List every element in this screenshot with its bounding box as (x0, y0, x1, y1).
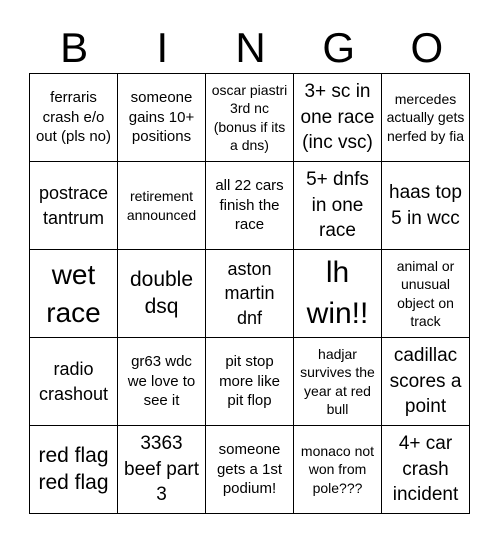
bingo-cell-r3c1[interactable]: wet race (30, 250, 118, 338)
header-letter-i: I (156, 24, 169, 71)
bingo-cell-r5c5[interactable]: 4+ car crash incident (382, 426, 470, 514)
bingo-cell-r4c2[interactable]: gr63 wdc we love to see it (118, 338, 206, 426)
bingo-cell-r2c1[interactable]: postrace tantrum (30, 162, 118, 250)
bingo-cell-r1c4[interactable]: 3+ sc in one race (inc vsc) (294, 74, 382, 162)
bingo-board (29, 73, 470, 514)
header-letter-o: O (410, 24, 444, 71)
bingo-cell-r3c3[interactable]: aston martin dnf (206, 250, 294, 338)
header-letter-n: N (235, 24, 266, 71)
bingo-cell-r3c2[interactable]: double dsq (118, 250, 206, 338)
bingo-cell-r5c1[interactable]: red flag red flag (30, 426, 118, 514)
bingo-cell-r4c5[interactable]: cadillac scores a point (382, 338, 470, 426)
bingo-cell-r1c3[interactable]: oscar piastri 3rd nc (bonus if its a dns) (206, 74, 294, 162)
bingo-cell-r4c4[interactable]: hadjar survives the year at red bull (294, 338, 382, 426)
bingo-cell-r1c1[interactable]: ferraris crash e/o out (pls no) (30, 74, 118, 162)
bingo-cell-r3c4[interactable]: lh win!! (294, 250, 382, 338)
header-letter-b: B (60, 24, 89, 71)
bingo-cell-r4c1[interactable]: radio crashout (30, 338, 118, 426)
bingo-cell-r1c5[interactable]: mercedes actually gets nerfed by fia (382, 74, 470, 162)
bingo-cell-r1c2[interactable]: someone gains 10+ positions (118, 74, 206, 162)
bingo-cell-r5c4[interactable]: monaco not won from pole??? (294, 426, 382, 514)
bingo-cell-r3c5[interactable]: animal or unusual object on track (382, 250, 470, 338)
bingo-cell-r2c5[interactable]: haas top 5 in wcc (382, 162, 470, 250)
bingo-header (30, 24, 471, 72)
bingo-cell-r4c3[interactable]: pit stop more like pit flop (206, 338, 294, 426)
header-letter-g: G (322, 24, 356, 71)
bingo-cell-r2c3[interactable]: all 22 cars finish the race (206, 162, 294, 250)
bingo-cell-r2c2[interactable]: retirement announced (118, 162, 206, 250)
bingo-cell-r5c2[interactable]: 3363 beef part 3 (118, 426, 206, 514)
bingo-cell-r2c4[interactable]: 5+ dnfs in one race (294, 162, 382, 250)
bingo-cell-r5c3[interactable]: someone gets a 1st podium! (206, 426, 294, 514)
